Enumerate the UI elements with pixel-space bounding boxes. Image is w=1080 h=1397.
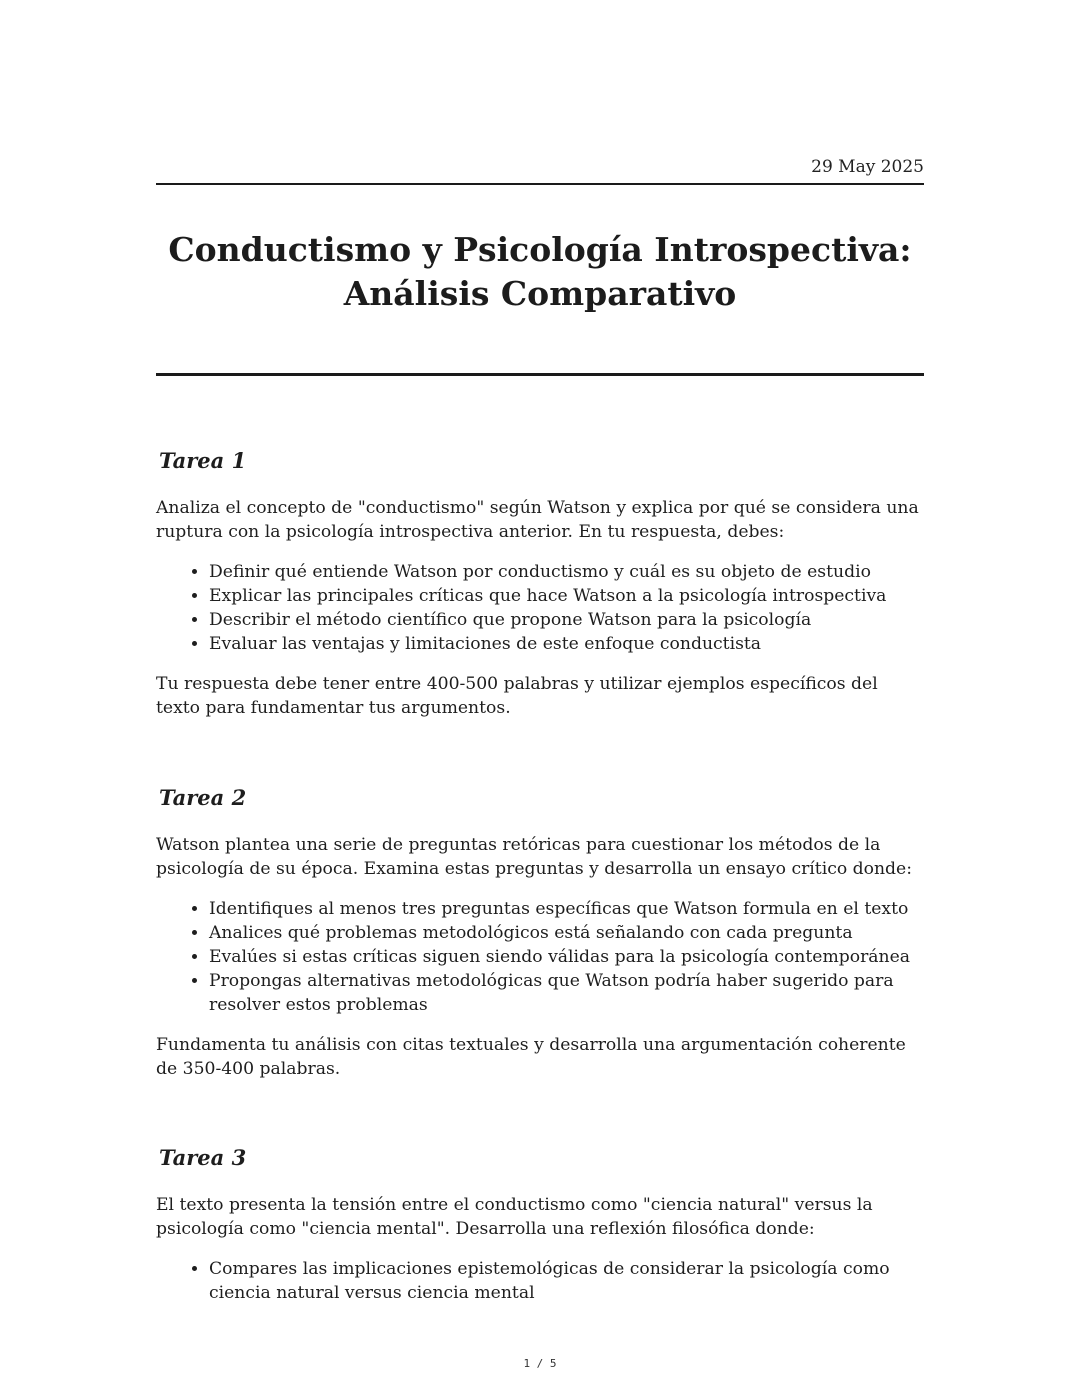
task-heading: Tarea 3 xyxy=(159,1145,247,1170)
document-title xyxy=(156,228,924,316)
list-item: • Definir qué entiende Watson por conductismo y cuál es su objeto de estudio xyxy=(209,560,924,584)
page-number: 1 / 5 xyxy=(523,1357,557,1370)
task-section-1 xyxy=(156,447,924,720)
task-bullet-list xyxy=(156,1257,924,1305)
document-date: 29 May 2025 xyxy=(811,157,924,177)
list-item: • Compares las implicaciones epistemológicas de considerar la psicología como ciencia natural versus ciencia mental xyxy=(209,1257,924,1305)
task-section-2 xyxy=(156,784,924,1081)
task-intro: Analiza el concepto de "conductismo" según Watson y explica por qué se considera una ruptura con la psicología introspectiva anterior. En tu respuesta, debes: xyxy=(156,498,919,542)
list-item: • Evaluar las ventajas y limitaciones de este enfoque conductista xyxy=(209,632,924,656)
title-line-1: Conductismo y Psicología Introspectiva: xyxy=(168,230,912,269)
title-divider xyxy=(156,373,924,376)
header-divider xyxy=(156,183,924,185)
list-item: • Evalúes si estas críticas siguen siendo válidas para la psicología contemporánea xyxy=(209,945,924,969)
task-outro: Fundamenta tu análisis con citas textuales y desarrolla una argumentación coherente de 350-400 palabras. xyxy=(156,1035,906,1079)
task-intro: El texto presenta la tensión entre el conductismo como "ciencia natural" versus la psicología como "ciencia mental". Desarrolla una reflexión filosófica donde: xyxy=(156,1195,873,1239)
task-intro: Watson plantea una serie de preguntas retóricas para cuestionar los métodos de la psicología de su época. Examina estas preguntas y desarrolla un ensayo crítico donde: xyxy=(156,835,913,879)
task-bullet-list xyxy=(156,897,924,1017)
task-bullet-list xyxy=(156,560,924,656)
task-section-3 xyxy=(156,1144,924,1305)
task-heading: Tarea 2 xyxy=(159,785,247,810)
list-item: • Explicar las principales críticas que hace Watson a la psicología introspectiva xyxy=(209,584,924,608)
task-outro: Tu respuesta debe tener entre 400-500 palabras y utilizar ejemplos específicos del texto para fundamentar tus argumentos. xyxy=(156,674,878,718)
document-page xyxy=(156,0,924,1397)
list-item: • Describir el método científico que propone Watson para la psicología xyxy=(209,608,924,632)
list-item: • Propongas alternativas metodológicas que Watson podría haber sugerido para resolver estos problemas xyxy=(209,969,924,1017)
list-item: • Analices qué problemas metodológicos está señalando con cada pregunta xyxy=(209,921,924,945)
list-item: • Identifiques al menos tres preguntas específicas que Watson formula en el texto xyxy=(209,897,924,921)
task-heading: Tarea 1 xyxy=(159,448,247,473)
title-line-2: Análisis Comparativo xyxy=(343,274,737,313)
